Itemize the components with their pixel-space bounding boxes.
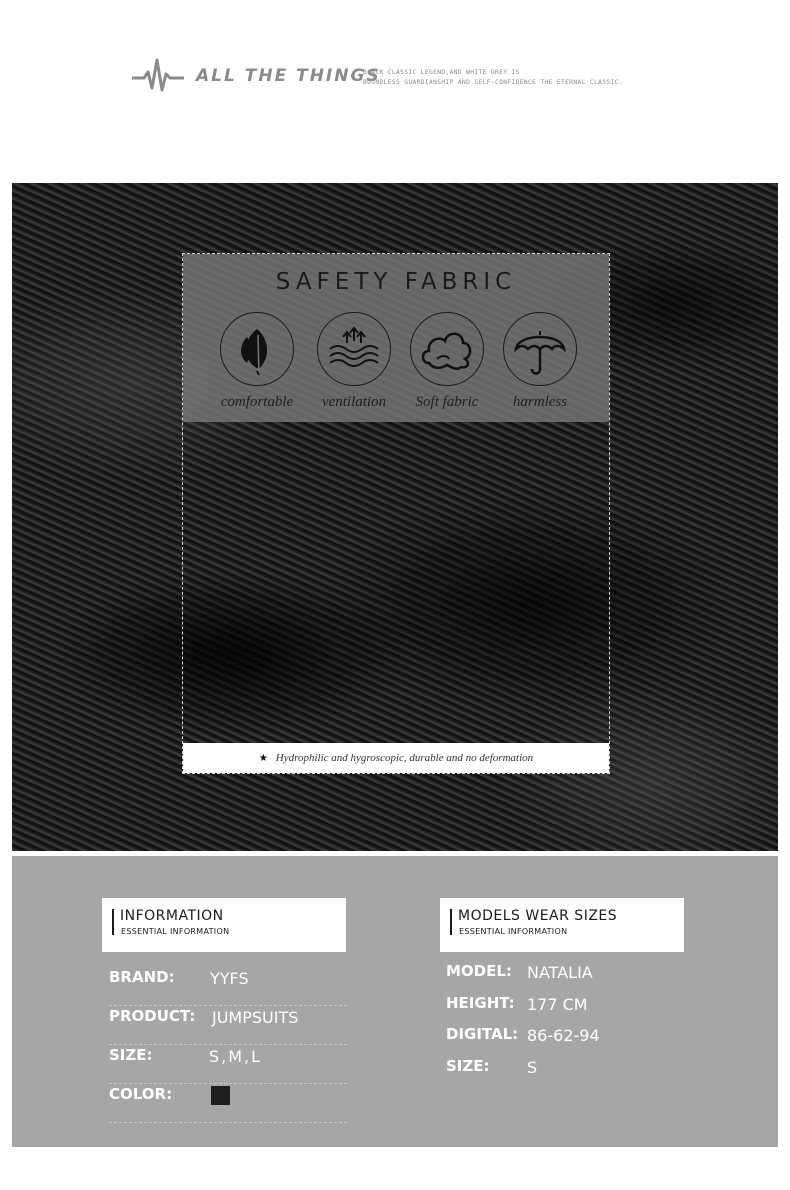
card-title: SAFETY FABRIC — [275, 269, 517, 295]
tagline-line-2: BOUNDLESS GUARDIANSHIP AND SELF-CONFIDENCE THE ETERNAL CLASSIC. — [363, 79, 623, 86]
information-header — [102, 898, 346, 952]
info-row-product — [109, 1007, 347, 1045]
card-header-band — [183, 254, 609, 422]
safety-fabric-card — [182, 253, 610, 774]
row-key: DIGITAL: — [446, 1025, 519, 1043]
information-title: INFORMATION — [120, 908, 224, 924]
feature-label: Soft fabric — [415, 394, 479, 410]
row-key: HEIGHT: — [446, 994, 515, 1012]
card-caption — [183, 743, 609, 773]
airflow-waves-icon — [324, 319, 384, 379]
info-row-size — [109, 1046, 347, 1084]
info-row-brand — [109, 968, 347, 1006]
feature-harmless — [490, 312, 590, 411]
heartbeat-pulse-icon — [132, 58, 184, 94]
row-key: SIZE: — [446, 1057, 490, 1075]
row-key: MODEL: — [446, 962, 512, 980]
row-value: YYFS — [210, 969, 249, 988]
tagline — [363, 68, 623, 88]
row-value: NATALIA — [527, 963, 593, 982]
tagline-line-1: BLACK CLASSIC LEGEND,AND WHITE GREY IS — [363, 69, 520, 76]
row-key: COLOR: — [109, 1085, 173, 1103]
brand-title: ALL THE THINGS — [196, 66, 381, 86]
color-swatch — [211, 1086, 230, 1105]
row-value: JUMPSUITS — [212, 1008, 299, 1027]
row-value: 86-62-94 — [527, 1026, 600, 1045]
star-icon: ★ — [258, 752, 268, 764]
models-subtitle: ESSENTIAL INFORMATION — [459, 927, 568, 936]
info-row-color — [109, 1085, 347, 1123]
row-key: BRAND: — [109, 968, 175, 986]
row-key: PRODUCT: — [109, 1007, 196, 1025]
header-accent-bar — [450, 909, 452, 935]
feature-label: harmless — [512, 394, 568, 410]
info-section — [12, 856, 778, 1147]
feature-soft-fabric — [397, 312, 497, 411]
information-subtitle: ESSENTIAL INFORMATION — [121, 927, 230, 936]
cloud-icon — [417, 319, 477, 379]
header-accent-bar — [112, 909, 114, 935]
feature-label: comfortable — [220, 394, 294, 410]
row-value: S — [527, 1058, 538, 1077]
models-header — [440, 898, 684, 952]
model-row-size — [446, 1057, 686, 1095]
caption-text: Hydrophilic and hygroscopic, durable and no deformation — [275, 752, 534, 764]
page-footer-space — [0, 1147, 790, 1190]
page-header — [0, 0, 790, 183]
row-key: SIZE: — [109, 1046, 153, 1064]
row-value: 177 CM — [527, 995, 588, 1014]
feature-ventilation — [304, 312, 404, 411]
row-value: S,M,L — [209, 1047, 263, 1066]
feature-comfortable — [207, 312, 307, 411]
leaf-icon — [227, 319, 287, 379]
models-title: MODELS WEAR SIZES — [458, 908, 618, 924]
feature-label: ventilation — [321, 394, 387, 410]
umbrella-icon — [510, 319, 570, 379]
